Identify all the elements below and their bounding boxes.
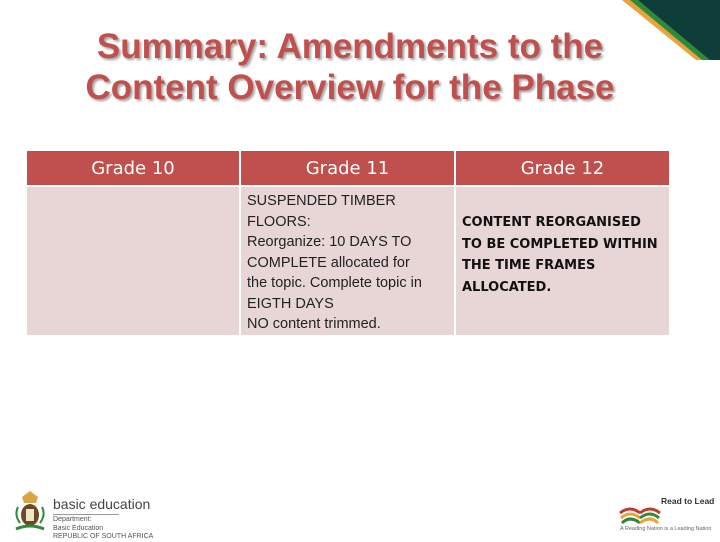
- grade-11-line: EIGTH DAYS: [247, 295, 334, 312]
- brand-name: basic education: [53, 496, 151, 512]
- grade-11-line: FLOORS:: [247, 213, 311, 230]
- grade-11-line: SUSPENDED TIMBER: [247, 193, 396, 209]
- grades-table: [25, 151, 671, 335]
- cell-grade-10: [27, 187, 239, 335]
- grade-12-line: ALLOCATED.: [462, 280, 552, 296]
- grade-11-line: COMPLETE allocated for: [247, 254, 410, 271]
- grade-11-line: the topic. Complete topic in: [247, 275, 422, 291]
- brand-divider: [53, 514, 119, 515]
- grade-11-line: NO content trimmed.: [247, 316, 381, 332]
- department-logo: [53, 497, 153, 542]
- header-grade-12: Grade 12: [456, 151, 669, 187]
- page-title: [20, 26, 680, 108]
- dept-line: Basic Education: [53, 524, 104, 532]
- cell-grade-11: [241, 187, 454, 335]
- title-line-2: Content Overview for the Phase: [85, 68, 615, 107]
- open-book-icon: [618, 491, 662, 525]
- dept-line: Department:: [53, 516, 92, 523]
- grade-12-line: CONTENT REORGANISED: [462, 215, 641, 230]
- grade-11-line: Reorganize: 10 DAYS TO: [247, 234, 412, 250]
- dept-line: REPUBLIC OF SOUTH AFRICA: [53, 533, 154, 540]
- read-to-lead-tagline: A Reading Nation is a Leading Nation: [620, 526, 712, 532]
- cell-grade-12: [456, 187, 669, 335]
- grade-12-line: TO BE COMPLETED WITHIN: [462, 236, 658, 252]
- read-to-lead-title: Read to Lead: [661, 496, 715, 506]
- grade-12-line: THE TIME FRAMES: [462, 258, 596, 274]
- header-grade-10: Grade 10: [27, 151, 239, 187]
- header-grade-11: Grade 11: [241, 151, 454, 187]
- header-row: [27, 151, 669, 187]
- title-line-1: Summary: Amendments to the: [96, 27, 604, 66]
- table-row: [27, 187, 669, 335]
- coat-of-arms-icon: [12, 489, 48, 533]
